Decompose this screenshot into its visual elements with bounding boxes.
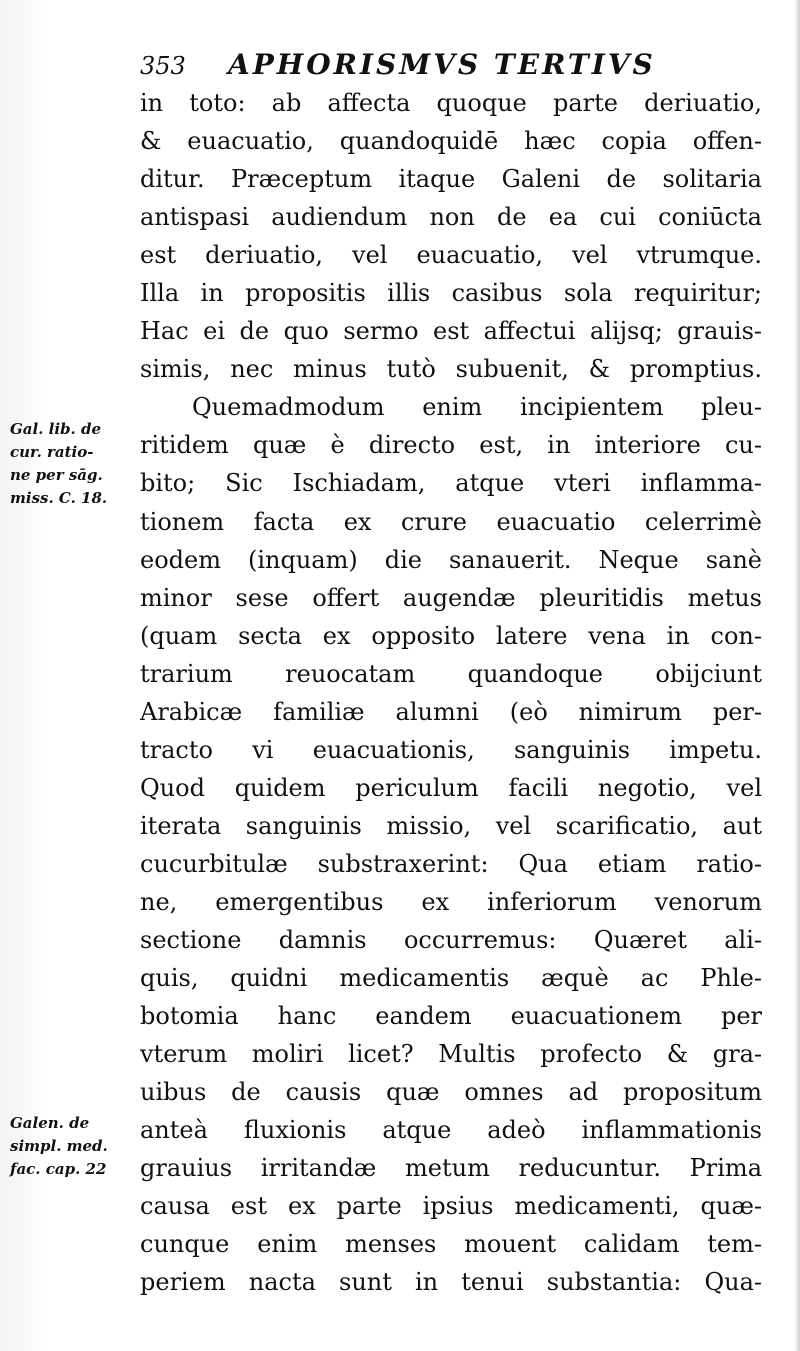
text-line: minor sese offert augendæ pleuritidis metus [140, 583, 762, 612]
text-line: in toto: ab affecta quoque parte deriuatio, [140, 89, 762, 117]
page-number: 353 [140, 52, 186, 80]
text-line: antispasi audiendum non de ea cui coniūcta [140, 203, 762, 232]
main-text [140, 84, 762, 1302]
text-line: Illa in propositis illis casibus sola requiritur; [140, 279, 762, 308]
page-header [140, 48, 770, 84]
text-line: (quam secta ex opposito latere vena in con- [140, 621, 762, 650]
text-line: tionem facta ex crure euacuatio celerrimè [140, 507, 762, 536]
marginal-note-line: ne per sāg. [10, 466, 103, 484]
text-line: simis, nec minus tutò subuenit, & promptius. [140, 355, 762, 384]
text-line: bito; Sic Ischiadam, atque vteri inflamma- [140, 469, 762, 498]
text-line: Arabicæ familiæ alumni (eò nimirum per- [140, 697, 762, 726]
text-line: uibus de causis quæ omnes ad propositum [140, 1078, 762, 1107]
marginal-note-line: Gal. lib. de [10, 420, 102, 438]
text-line: eodem (inquam) die sanauerit. Neque sanè [140, 545, 762, 574]
text-line: anteà fluxionis atque adeò inflammationis [140, 1116, 762, 1145]
text-line: iterata sanguinis missio, vel scarificatio, aut [140, 811, 762, 840]
marginal-note-line: miss. C. 18. [10, 489, 108, 507]
text-line: Hac ei de quo sermo est affectui alijsq; grauis- [140, 317, 762, 346]
marginal-note-galen-simpl-med [10, 1112, 138, 1181]
marginal-note-line: fac. cap. 22 [10, 1160, 107, 1178]
text-line: quis, quidni medicamentis æquè ac Phle- [140, 964, 762, 993]
text-line: est deriuatio, vel euacuatio, vel vtrumque. [140, 241, 762, 270]
text-line: ritidem quæ è directo est, in interiore cu- [140, 431, 762, 460]
text-line: ditur. Præceptum itaque Galeni de solitaria [140, 165, 762, 194]
text-line: tracto vi euacuationis, sanguinis impetu. [140, 735, 762, 764]
text-line: causa est ex parte ipsius medicamenti, quæ- [140, 1192, 762, 1221]
marginal-note-line: simpl. med. [10, 1137, 108, 1155]
text-line: grauius irritandæ metum reducuntur. Prima [140, 1154, 762, 1183]
text-line: ne, emergentibus ex inferiorum venorum [140, 887, 762, 916]
text-line: & euacuatio, quandoquidē hæc copia offen- [140, 127, 762, 156]
marginal-note-line: Galen. de [10, 1114, 90, 1132]
marginal-note-line: cur. ratio- [10, 443, 94, 461]
running-title: APHORISMVS TERTIVS [228, 48, 656, 81]
text-line: trarium reuocatam quandoque obijciunt [140, 659, 762, 688]
text-line: periem nacta sunt in tenui substantia: Qua- [140, 1268, 762, 1297]
text-line: Quemadmodum enim incipientem pleu- [192, 393, 762, 422]
text-line: cucurbitulæ substraxerint: Qua etiam ratio- [140, 849, 762, 878]
text-line: botomia hanc eandem euacuationem per [140, 1002, 762, 1031]
text-line: Quod quidem periculum facili negotio, vel [140, 773, 762, 802]
text-line: vterum moliri licet? Multis profecto & gra- [140, 1040, 762, 1069]
text-line: cunque enim menses mouent calidam tem- [140, 1230, 762, 1259]
text-line: sectione damnis occurremus: Quæret ali- [140, 926, 762, 955]
marginal-note-galen-cur-ratione [10, 418, 138, 510]
